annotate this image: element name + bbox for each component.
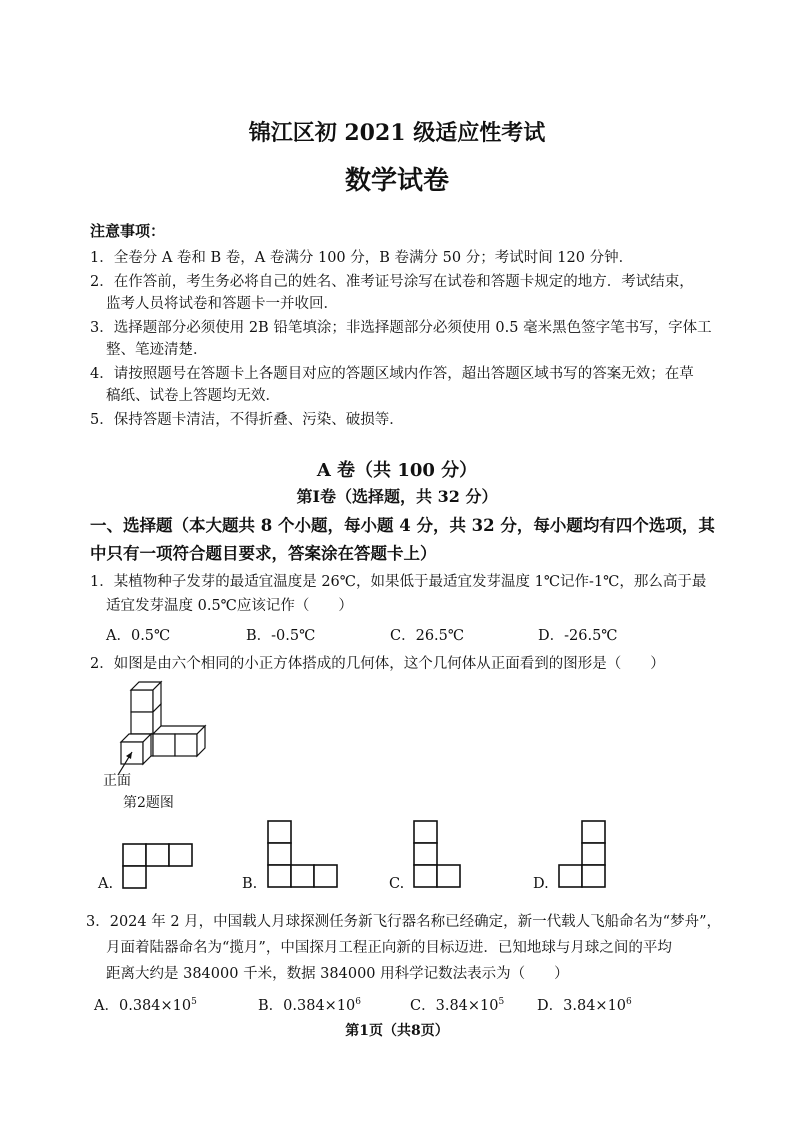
- q1-text-line2: 适宜发芽温度 0.5℃应该记作（ ）: [106, 598, 353, 614]
- q3-option-b: B．$0.384\times 10^6$: [258, 997, 362, 1014]
- part1-instructions-line2: 中只有一项符合题目要求，答案涂在答题卡上）: [90, 544, 437, 563]
- q1-option-a: A．0.5℃: [106, 628, 171, 644]
- notice-item-2: 2．在作答前，考生务必将自己的姓名、准考证号涂写在试卷和答题卡规定的地方．考试结束，: [90, 274, 694, 290]
- q2-option-d-label: D.: [533, 876, 549, 892]
- cube-col-top-front: [131, 690, 153, 712]
- section-a-heading: A 卷（共 100 分）: [316, 460, 478, 481]
- section-i-heading: 第Ⅰ卷（选择题，共 32 分）: [296, 487, 498, 506]
- q2-option-b-figure: [267, 820, 341, 890]
- notice-item-1: 1．全卷分 A 卷和 B 卷，A 卷满分 100 分，B 卷满分 50 分；考试时间 120 分钟．: [90, 250, 634, 266]
- part1-instructions-line1: 一、选择题（本大题共 8 个小题，每小题 4 分，共 32 分，每小题均有四个选项，其: [90, 516, 715, 535]
- q2-option-c-figure: [413, 820, 465, 890]
- notice-item-4: 4．请按照题号在答题卡上各题目对应的答题区域内作答，超出答题区域书写的答案无效；在草: [90, 366, 694, 382]
- q2-front-label: 正面: [103, 773, 131, 789]
- q2-option-d-figure: [558, 820, 610, 890]
- notice-heading: 注意事项：: [90, 222, 166, 240]
- q3-option-d: D．$3.84\times 10^6$: [537, 997, 632, 1014]
- q2-option-a-label: A.: [98, 876, 114, 892]
- q1-option-b: B．-0.5℃: [246, 628, 316, 644]
- cube-row-lid: [153, 726, 205, 734]
- page-footer: 第1页（共8页）: [345, 1023, 449, 1039]
- q2-option-b-label: B.: [242, 876, 258, 892]
- notice-item-5: 5．保持答题卡清洁，不得折叠、污染、破损等．: [90, 412, 404, 428]
- q3-text-line1: 3．2024 年 2 月，中国载人月球探测任务新飞行器名称已经确定，新一代载人飞船命名为“梦舟”，: [86, 914, 722, 930]
- cube-row-2-front: [175, 734, 197, 756]
- notice-item-4-cont: 稿纸、试卷上答题均无效．: [106, 388, 280, 404]
- q2-cube-figure: [112, 678, 222, 778]
- q1-option-c: C．26.5℃: [390, 628, 465, 644]
- exam-title: 锦江区初 2021 级适应性考试: [248, 120, 546, 146]
- notice-item-2-cont: 监考人员将试卷和答题卡一并收回．: [106, 296, 338, 312]
- exam-subtitle: 数学试卷: [344, 166, 449, 196]
- q2-figure-caption: 第2题图: [123, 795, 174, 811]
- notice-item-3: 3．选择题部分必须使用 2B 铅笔填涂；非选择题部分必须使用 0.5 毫米黑色签字笔书写，字体工: [90, 320, 712, 336]
- notice-item-3-cont: 整、笔迹清楚．: [106, 342, 208, 358]
- q2-text: 2．如图是由六个相同的小正方体搭成的几何体，这个几何体从正面看到的图形是（ ）: [90, 656, 665, 672]
- q3-text-line2: 月面着陆器命名为“揽月”，中国探月工程正向新的目标迈进．已知地球与月球之间的平均: [106, 940, 672, 956]
- q3-option-c: C．$3.84\times 10^5$: [410, 997, 505, 1014]
- q2-option-c-label: C.: [389, 876, 405, 892]
- cube-col-mid-front: [131, 712, 153, 734]
- q2-option-a-figure: [122, 843, 196, 891]
- q1-text-line1: 1．某植物种子发芽的最适宜温度是 26℃，如果低于最适宜发芽温度 1℃记作-1℃，那么高于最: [90, 574, 707, 590]
- q3-option-a: A．$0.384\times 10^5$: [94, 997, 197, 1014]
- cube-row-1-front: [153, 734, 175, 756]
- q3-text-line3: 距离大约是 384000 千米，数据 384000 用科学记数法表示为（ ）: [106, 966, 569, 982]
- q1-option-d: D．-26.5℃: [538, 628, 618, 644]
